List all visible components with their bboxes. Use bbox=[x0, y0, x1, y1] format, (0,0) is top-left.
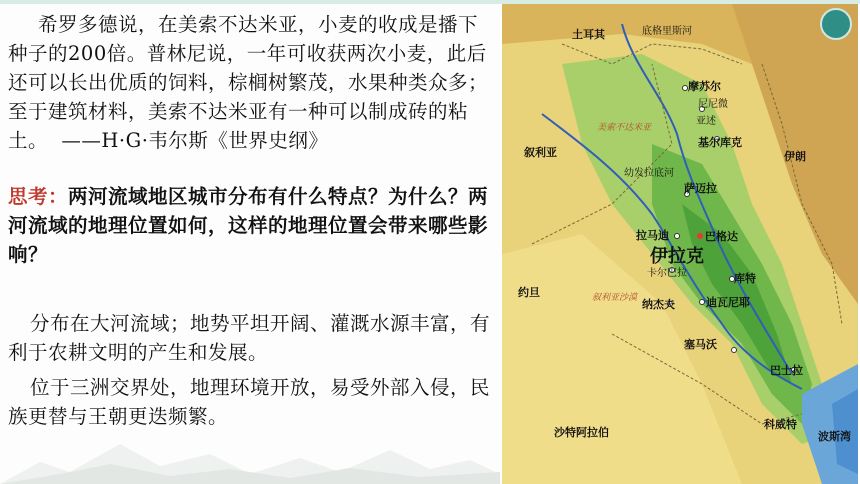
question-lead: 思考： bbox=[8, 185, 69, 208]
label-ramadi: 拉马迪 bbox=[636, 229, 669, 242]
quote-paragraph bbox=[8, 10, 496, 155]
city-dot bbox=[675, 234, 680, 239]
label-euphrates: 幼发拉底河 bbox=[624, 168, 674, 179]
label-karbala: 卡尔巴拉 bbox=[647, 268, 687, 279]
label-basra: 巴士拉 bbox=[770, 364, 803, 377]
label-diwaniyah: 迪瓦尼耶 bbox=[706, 296, 750, 309]
city-dot bbox=[700, 300, 705, 305]
label-turkey: 土耳其 bbox=[572, 28, 605, 41]
label-iran: 伊朗 bbox=[784, 150, 806, 163]
answer-paragraph-1: 分布在大河流域；地势平坦开阔、灌溉水源丰富，有利于农耕文明的产生和发展。 bbox=[8, 312, 491, 364]
label-mosul: 摩苏尔 bbox=[688, 80, 721, 93]
city-dot bbox=[683, 86, 688, 91]
label-najaf: 纳杰夫 bbox=[642, 298, 675, 311]
label-iraq: 伊拉克 bbox=[650, 246, 704, 267]
quote-source: ——H·G·韦尔斯《世界史纲》 bbox=[61, 129, 329, 152]
quote-text: 希罗多德说，在美索不达米亚，小麦的收成是播下种子的200倍。普林尼说，一年可收获两次小麦，此后还可以长出优质的饲料，棕榈树繁茂，水果种类众多；至于建筑材料，美索不达米亚有一种可以制成砖的粘土。 bbox=[8, 13, 489, 152]
label-kirkuk: 基尔库克 bbox=[698, 136, 742, 149]
corner-badge-icon bbox=[820, 8, 852, 40]
label-gulf: 波斯湾 bbox=[818, 430, 851, 443]
label-kuwait: 科威特 bbox=[764, 418, 797, 431]
question-text: 两河流域地区城市分布有什么特点？为什么？两河流域的地理位置如何，这样的地理位置会带来哪些影响？ bbox=[8, 185, 489, 266]
city-dot bbox=[732, 348, 737, 353]
label-kut: 库特 bbox=[734, 272, 756, 285]
label-syria: 叙利亚 bbox=[524, 146, 557, 159]
text-panel bbox=[0, 4, 500, 484]
label-nineveh: 尼尼微 bbox=[698, 99, 728, 110]
label-tigris-top: 底格里斯河 bbox=[642, 26, 692, 37]
label-samawah: 塞马沃 bbox=[684, 338, 717, 351]
label-jordan: 约旦 bbox=[518, 286, 540, 299]
label-ashur: 亚述 bbox=[696, 116, 716, 127]
mesopotamia-map bbox=[502, 4, 858, 484]
capital-marker bbox=[697, 233, 703, 239]
map-svg bbox=[502, 4, 858, 484]
answer-paragraph-2: 位于三洲交界处，地理环境开放，易受外部入侵，民族更替与王朝更迭频繁。 bbox=[8, 376, 491, 428]
label-saudi: 沙特阿拉伯 bbox=[554, 426, 609, 439]
label-syrian-desert: 叙利亚沙漠 bbox=[592, 293, 638, 303]
label-mesopotamia-plain: 美索不达米亚 bbox=[597, 123, 652, 133]
label-baghdad: 巴格达 bbox=[705, 230, 738, 243]
label-samarra: 萨迈拉 bbox=[684, 182, 717, 195]
question-paragraph bbox=[8, 182, 496, 269]
mountain-decoration bbox=[0, 414, 500, 484]
